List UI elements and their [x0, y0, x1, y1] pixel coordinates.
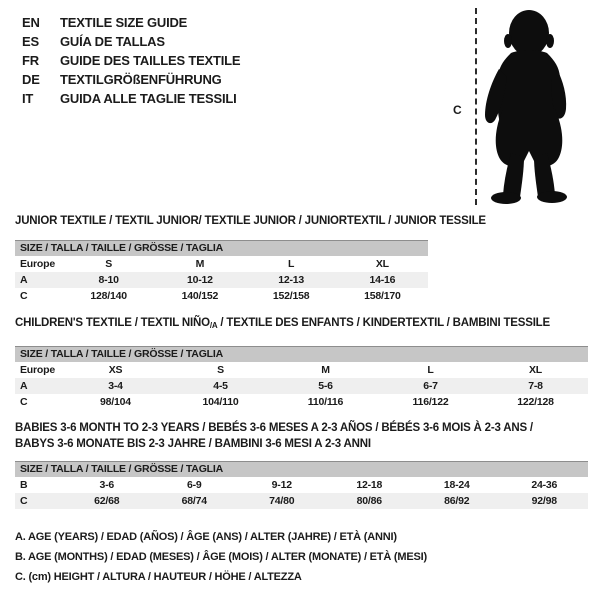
language-code: EN: [22, 15, 40, 30]
size-cell: S: [105, 258, 113, 270]
age-cell: 9-12: [271, 479, 292, 491]
height-cell: 74/80: [269, 495, 295, 507]
guide-title-es: GUÍA DE TALLAS: [60, 34, 165, 49]
age-cell: 8-10: [98, 274, 119, 286]
footnote-a: A. AGE (YEARS) / EDAD (AÑOS) / ÂGE (ANS) / ALTER (JAHRE) / ETÀ (ANNI): [15, 531, 397, 543]
baby-height-figure: [440, 0, 600, 215]
children-textile-section: [15, 317, 588, 410]
row-label: A: [20, 274, 28, 286]
language-row-de: [22, 70, 240, 89]
babies-textile-section: [15, 420, 588, 509]
age-cell: 12-13: [278, 274, 305, 286]
guide-title-fr: GUIDE DES TAILLES TEXTILE: [60, 53, 241, 68]
language-code: FR: [22, 53, 39, 68]
size-cell: XL: [528, 364, 543, 376]
age-cell: 18-24: [443, 479, 470, 491]
age-cell: 10-12: [186, 274, 213, 286]
size-header-bar: SIZE / TALLA / TAILLE / GRÖSSE / TAGLIA: [15, 461, 588, 477]
babies-size-table: [15, 461, 588, 509]
size-header-bar: SIZE / TALLA / TAILLE / GRÖSSE / TAGLIA: [15, 240, 428, 256]
language-row-es: [22, 32, 240, 51]
height-cell: 92/98: [531, 495, 557, 507]
table-row: [15, 394, 588, 410]
row-label: B: [20, 479, 28, 491]
table-row: [15, 378, 588, 394]
height-cell: 116/122: [412, 396, 449, 408]
legend-footnotes: [15, 527, 427, 587]
height-cell: 80/86: [356, 495, 382, 507]
children-title-text: / TEXTILE DES ENFANTS / KINDERTEXTIL / BAMBINI TESSILE: [217, 317, 550, 329]
size-header-bar: SIZE / TALLA / TAILLE / GRÖSSE / TAGLIA: [15, 346, 588, 362]
language-row-en: [22, 13, 240, 32]
junior-textile-section: [15, 215, 486, 304]
guide-title-de: TEXTILGRÖßENFÜHRUNG: [60, 72, 222, 87]
size-cell: XL: [375, 258, 389, 270]
table-row: [15, 477, 588, 493]
age-cell: 12-18: [356, 479, 383, 491]
language-code: IT: [22, 91, 34, 106]
age-cell: 3-4: [108, 380, 123, 392]
language-title-block: [22, 13, 240, 108]
size-cell: XS: [108, 364, 123, 376]
row-label: A: [20, 380, 28, 392]
height-cell: 158/170: [364, 290, 401, 302]
height-cell: 140/152: [181, 290, 219, 302]
height-cell: 62/68: [94, 495, 120, 507]
age-cell: 4-5: [213, 380, 228, 392]
table-row: [15, 256, 428, 272]
children-size-table: [15, 346, 588, 410]
height-marker-label: C: [453, 103, 462, 117]
language-row-fr: [22, 51, 240, 70]
row-label: C: [20, 495, 28, 507]
footnote-c: C. (cm) HEIGHT / ALTURA / HAUTEUR / HÖHE / ALTEZZA: [15, 571, 302, 583]
table-row: [15, 493, 588, 509]
size-cell: L: [288, 258, 295, 270]
guide-title-en: TEXTILE SIZE GUIDE: [60, 15, 188, 30]
junior-size-table: [15, 240, 428, 304]
height-measure-dashed-line: [475, 8, 477, 205]
size-cell: M: [321, 364, 330, 376]
baby-silhouette-icon: [483, 5, 579, 205]
age-cell: 6-7: [423, 380, 438, 392]
babies-section-title: [15, 420, 588, 452]
children-title-subscript: /A: [209, 321, 218, 330]
height-cell: 98/104: [100, 396, 131, 408]
height-cell: 128/140: [90, 290, 127, 302]
row-label: C: [20, 290, 28, 302]
guide-title-it: GUIDA ALLE TAGLIE TESSILI: [60, 91, 237, 106]
language-row-it: [22, 89, 240, 108]
height-cell: 110/116: [307, 396, 344, 408]
language-code: DE: [22, 72, 40, 87]
table-row: [15, 288, 428, 304]
height-cell: 122/128: [517, 396, 554, 408]
size-cell: L: [427, 364, 434, 376]
children-section-title: [15, 317, 588, 330]
age-cell: 6-9: [186, 479, 202, 491]
age-cell: 3-6: [99, 479, 115, 491]
row-label: Europe: [20, 258, 55, 270]
babies-title-line2: BABYS 3-6 MONATE BIS 2-3 JAHRE / BAMBINI 3-6 MESI A 2-3 ANNI: [15, 438, 371, 450]
children-title-text: CHILDREN'S TEXTILE / TEXTIL NIÑO: [15, 317, 210, 329]
junior-section-title: JUNIOR TEXTILE / TEXTIL JUNIOR/ TEXTILE JUNIOR / JUNIORTEXTIL / JUNIOR TESSILE: [15, 215, 486, 227]
footnote-b: B. AGE (MONTHS) / EDAD (MESES) / ÂGE (MOIS) / ALTER (MONATE) / ETÀ (MESI): [15, 551, 427, 563]
height-cell: 86/92: [444, 495, 470, 507]
table-row: [15, 272, 428, 288]
size-cell: M: [195, 258, 205, 270]
age-cell: 14-16: [369, 274, 396, 286]
height-cell: 152/158: [272, 290, 310, 302]
height-cell: 68/74: [181, 495, 207, 507]
row-label: C: [20, 396, 28, 408]
age-cell: 5-6: [318, 380, 333, 392]
age-cell: 7-8: [528, 380, 543, 392]
table-row: [15, 362, 588, 378]
row-label: Europe: [20, 364, 55, 376]
age-cell: 24-36: [531, 479, 558, 491]
babies-title-line1: BABIES 3-6 MONTH TO 2-3 YEARS / BEBÉS 3-6 MESES A 2-3 AÑOS / BÉBÉS 3-6 MOIS À 2-3 ANS /: [15, 422, 533, 434]
language-code: ES: [22, 34, 39, 49]
size-cell: S: [217, 364, 224, 376]
height-cell: 104/110: [202, 396, 239, 408]
